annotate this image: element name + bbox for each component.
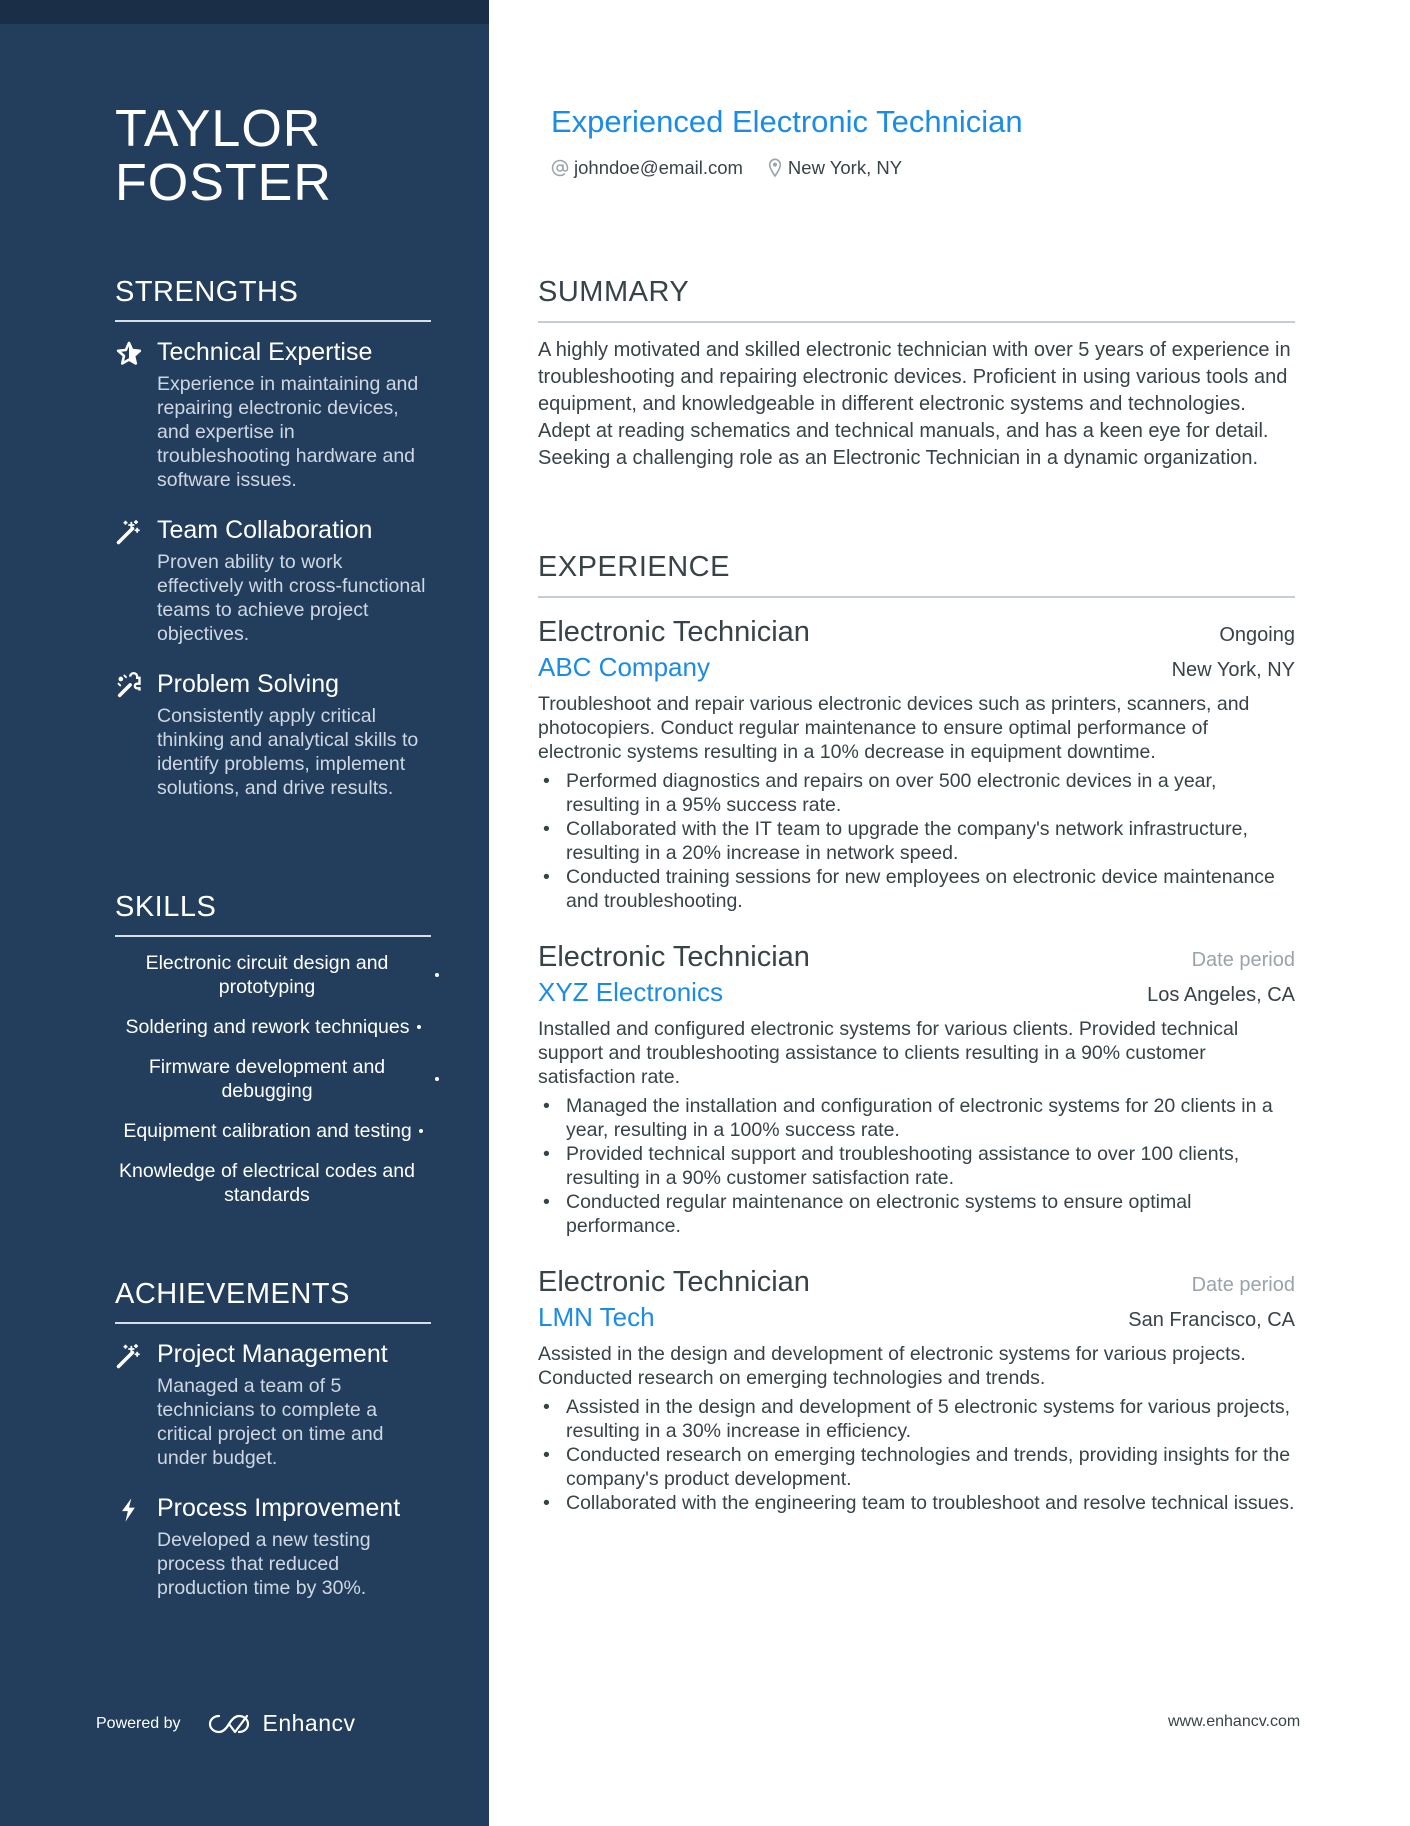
- job-title: Electronic Technician: [538, 1266, 810, 1298]
- job-company: ABC Company: [538, 652, 710, 682]
- strengths-heading: STRENGTHS: [115, 275, 431, 322]
- bullet-dot-icon: [435, 973, 439, 977]
- achievement-item: [115, 1492, 431, 1600]
- location-text: New York, NY: [787, 157, 903, 178]
- job-description: Installed and configured electronic systems for various clients. Provided technical support and troubleshooting assistance to clients resulting in a 90% customer satisfaction rate.: [538, 1018, 1239, 1088]
- summary-text: A highly motivated and skilled electronic technician with over 5 years of experience in troubleshooting and repairing electronic devices. Proficient in using various tools and equipment, and knowledgeable in different electronic systems and technologies. Adept at reading schematics and technical manuals, and has a keen eye for detail. Seeking a challenging role as an Electronic Technician in a dynamic organization.: [538, 339, 1291, 469]
- skill-item: [115, 1119, 431, 1143]
- job-bullet: • Conducted regular maintenance on electronic systems to ensure optimal performance.: [538, 1190, 1295, 1238]
- skill-item: [115, 1055, 431, 1103]
- skill-item: [115, 1015, 431, 1039]
- contact-location: [767, 157, 902, 179]
- job-bullet: • Provided technical support and troubleshooting assistance to over 100 clients, resulting in a 90% customer satisfaction rate.: [538, 1142, 1295, 1190]
- achievement-title: Process Improvement: [157, 1494, 401, 1522]
- resume-headline: Experienced Electronic Technician: [551, 104, 1023, 139]
- job-location: Los Angeles, CA: [1147, 984, 1295, 1006]
- location-pin-icon: [767, 158, 783, 178]
- skill-label: Knowledge of electrical codes and standards: [119, 1160, 415, 1206]
- strength-description: Proven ability to work effectively with cross-functional teams to achieve project objectives.: [157, 551, 426, 645]
- star-icon: [115, 340, 143, 368]
- skill-label: Soldering and rework techniques: [125, 1016, 410, 1038]
- name-last: FOSTER: [115, 154, 332, 212]
- strength-description: Consistently apply critical thinking and analytical skills to identify problems, implement solutions, and drive results.: [157, 705, 419, 799]
- powered-by: [96, 1710, 356, 1737]
- sidebar: [0, 0, 489, 1826]
- name-first: TAYLOR: [115, 100, 322, 158]
- strength-item: [115, 514, 431, 646]
- magic-wand-icon: [115, 518, 143, 546]
- experience-section: [538, 550, 1295, 1515]
- achievement-description: Managed a team of 5 technicians to complete a critical project on time and under budget.: [157, 1375, 384, 1469]
- job-bullets: [538, 1395, 1295, 1515]
- summary-heading: SUMMARY: [538, 275, 1295, 323]
- job-bullet: • Managed the installation and configuration of electronic systems for 20 clients in a year, resulting in a 100% success rate.: [538, 1094, 1295, 1142]
- skill-label: Equipment calibration and testing: [123, 1120, 412, 1142]
- job-entry: [538, 1264, 1295, 1515]
- powered-by-label: Powered by: [96, 1714, 181, 1732]
- contact-info: [551, 157, 926, 179]
- strength-title: Technical Expertise: [157, 338, 373, 366]
- contact-email: [551, 157, 743, 179]
- skills-section: [115, 890, 431, 1223]
- skill-item: [115, 951, 431, 999]
- job-date: Date period: [1191, 949, 1295, 971]
- bullet-dot-icon: [419, 1129, 423, 1133]
- puzzle-icon: [115, 672, 143, 700]
- achievements-section: [115, 1277, 431, 1600]
- job-entry: [538, 939, 1295, 1238]
- skills-list: [115, 951, 431, 1207]
- job-bullets: [538, 769, 1295, 913]
- achievement-item: [115, 1338, 431, 1470]
- sidebar-top-bar: [0, 0, 489, 24]
- job-description: Troubleshoot and repair various electronic devices such as printers, scanners, and photocopiers. Conduct regular maintenance to ensure optimal performance of electronic systems resulting in a 10% decrease in equipment downtime.: [538, 693, 1250, 763]
- job-title: Electronic Technician: [538, 616, 810, 648]
- job-bullet: • Conducted training sessions for new employees on electronic device maintenance and troubleshooting.: [538, 865, 1295, 913]
- email-text[interactable]: johndoe@email.com: [574, 157, 743, 178]
- summary-section: [538, 275, 1295, 472]
- strength-description: Experience in maintaining and repairing electronic devices, and expertise in troubleshooting hardware and software issues.: [157, 373, 419, 491]
- job-description: Assisted in the design and development of electronic systems for various projects. Conducted research on emerging technologies and trends.: [538, 1343, 1246, 1389]
- at-sign-icon: [551, 159, 569, 177]
- website-link[interactable]: www.enhancv.com: [1168, 1713, 1301, 1730]
- experience-heading: EXPERIENCE: [538, 550, 1295, 598]
- enhancv-logo-icon: [207, 1711, 253, 1737]
- job-bullet: • Performed diagnostics and repairs on over 500 electronic devices in a year, resulting in a 95% success rate.: [538, 769, 1295, 817]
- job-bullet: • Collaborated with the IT team to upgrade the company's network infrastructure, resulting in a 20% increase in network speed.: [538, 817, 1295, 865]
- job-bullet: • Conducted research on emerging technologies and trends, providing insights for the company's product development.: [538, 1443, 1295, 1491]
- job-company: LMN Tech: [538, 1302, 655, 1332]
- magic-wand-icon: [115, 1342, 143, 1370]
- skills-heading: SKILLS: [115, 890, 431, 937]
- strength-title: Team Collaboration: [157, 516, 373, 544]
- strength-item: [115, 668, 431, 800]
- achievement-description: Developed a new testing process that reduced production time by 30%.: [157, 1529, 371, 1599]
- strength-title: Problem Solving: [157, 670, 340, 698]
- skill-item: [115, 1159, 431, 1207]
- candidate-name: [115, 102, 332, 210]
- skill-label: Electronic circuit design and prototyping: [145, 952, 389, 998]
- skill-label: Firmware development and debugging: [148, 1056, 386, 1102]
- bullet-dot-icon: [417, 1025, 421, 1029]
- bullet-dot-icon: [435, 1077, 439, 1081]
- job-location: New York, NY: [1171, 659, 1295, 681]
- enhancv-brand: Enhancv: [262, 1710, 356, 1736]
- strength-item: [115, 336, 431, 492]
- job-date: Ongoing: [1219, 624, 1295, 646]
- achievements-heading: ACHIEVEMENTS: [115, 1277, 431, 1324]
- strengths-section: [115, 275, 431, 800]
- job-bullets: [538, 1094, 1295, 1238]
- lightning-icon: [115, 1496, 143, 1524]
- job-bullet: • Collaborated with the engineering team to troubleshoot and resolve technical issues.: [538, 1491, 1295, 1515]
- job-entry: [538, 614, 1295, 913]
- achievement-title: Project Management: [157, 1340, 388, 1368]
- job-location: San Francisco, CA: [1128, 1309, 1295, 1331]
- job-bullet: • Assisted in the design and development of 5 electronic systems for various projects, resulting in a 30% increase in efficiency.: [538, 1395, 1295, 1443]
- job-title: Electronic Technician: [538, 941, 810, 973]
- job-company: XYZ Electronics: [538, 977, 723, 1007]
- job-date: Date period: [1191, 1274, 1295, 1296]
